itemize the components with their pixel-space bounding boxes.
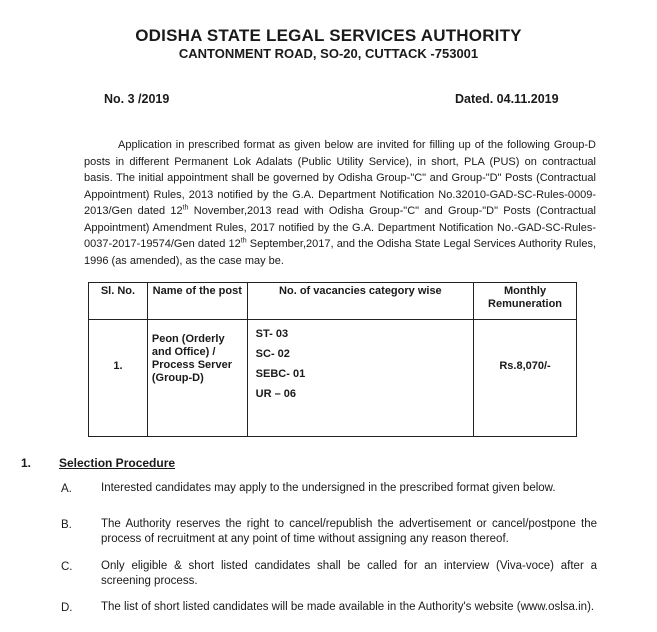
intro-text-part3: September,2017, and the Odisha State Legal Services Authority Rules, 1996 (as amended), as the case may be. <box>84 238 596 267</box>
item-text-a: Interested candidates may apply to the undersigned in the prescribed format given below. <box>101 482 556 494</box>
intro-paragraph <box>84 137 596 269</box>
intro-text-part2: November,2013 read with Odisha Group-"C" and Group-"D" Posts (Contractual Appointment) Amendment Rules, 2017 notified by the G.A. Department Notification No.-GAD-SC-Rules-0037-2017-19574/Gen dated 12 <box>84 205 596 250</box>
section-title: Selection Procedure <box>59 456 176 470</box>
intro-sup2: th <box>240 237 247 245</box>
header-vacancies: No. of vacancies category wise <box>247 283 473 320</box>
header-post-name: Name of the post <box>147 283 247 320</box>
organization-address: CANTONMENT ROAD, SO-20, CUTTACK -753001 <box>178 46 479 61</box>
organization-title: ODISHA STATE LEGAL SERVICES AUTHORITY <box>135 26 522 45</box>
row-post-name: Peon (Orderly and Office) / Process Server (Group-D) <box>147 320 247 437</box>
reference-number: No. 3 /2019 <box>104 92 170 106</box>
row-vacancy-categories <box>247 320 473 437</box>
item-text-d: The list of short listed candidates will be made available in the Authority's website (www.oslsa.in). <box>101 601 595 613</box>
intro-text-part1: Application in prescribed format as given below are invited for filling up of the following Group-D posts in different Permanent Lok Adalats (Public Utility Service), in short, PLA (PUS) on contractual basis. The initial appointment shall be governed by Odisha Group-"C" and Group-"D" Posts (Contractual Appointment) Rules, 2013 notified by the G.A. Department Notification No.32010-GAD-SC-Rules-0009-2013/Gen dated 12 <box>84 139 596 217</box>
header-remuneration: Monthly Remuneration <box>474 283 577 320</box>
item-text-b: The Authority reserves the right to cancel/republish the advertisement or cancel/postpone the process of recruitment at any point of time without assigning any reason thereof. <box>101 518 597 545</box>
category-sc: SC- 02 <box>255 348 290 360</box>
category-sebc: SEBC- 01 <box>255 368 306 380</box>
item-letter-c: C. <box>61 561 73 573</box>
item-letter-a: A. <box>61 483 72 495</box>
intro-sup1: th <box>182 204 189 212</box>
item-letter-b: B. <box>61 519 72 531</box>
header-sl-no: Sl. No. <box>89 283 148 320</box>
category-ur: UR – 06 <box>255 388 297 400</box>
notice-date: Dated. 04.11.2019 <box>455 92 559 106</box>
table-row <box>89 320 577 437</box>
table-header-row <box>89 283 577 320</box>
item-letter-d: D. <box>61 602 73 614</box>
vacancy-table <box>88 282 577 437</box>
row-remuneration: Rs.8,070/- <box>474 320 577 437</box>
row-sl-no: 1. <box>89 320 148 437</box>
section-number: 1. <box>21 456 32 470</box>
item-text-c: Only eligible & short listed candidates shall be called for an interview (Viva-voce) after a screening process. <box>101 560 597 587</box>
category-st: ST- 03 <box>255 328 289 340</box>
